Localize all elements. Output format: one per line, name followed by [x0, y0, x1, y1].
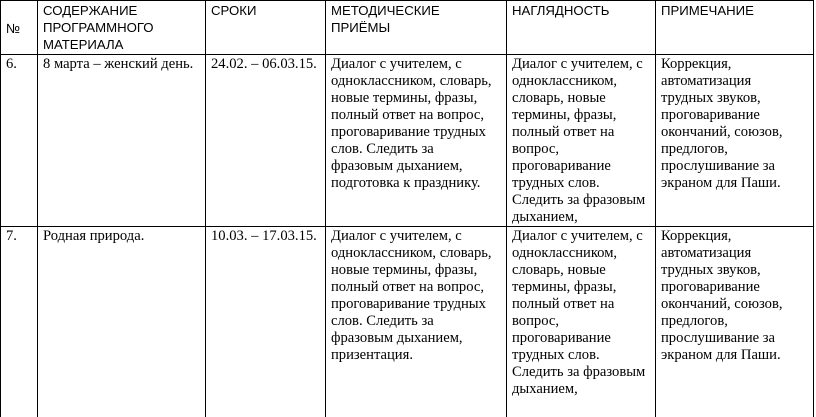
row-methods: Диалог с учителем, с одноклассником, словарь, новые термины, фразы, полный ответ на вопрос, проговаривание трудных слов. Следить за фразовым дыханием, подготовка к празднику. [326, 55, 507, 227]
row-visual-aids: Диалог с учителем, с одноклассником, словарь, новые термины, фразы, полный ответ на вопрос, проговаривание трудных слов. Следить за фразовым дыханием, [507, 55, 656, 227]
row-methods: Диалог с учителем, с одноклассником, словарь, новые термины, фразы, полный ответ на вопрос, проговаривание трудных слов. Следить за фразовым дыханием, призентация. [326, 227, 507, 417]
header-program-content: СОДЕРЖАНИЕ ПРОГРАММНОГО МАТЕРИАЛА [38, 1, 206, 55]
row-content: Родная природа. [38, 227, 206, 417]
row-content: 8 марта – женский день. [38, 55, 206, 227]
row-number: 7. [1, 227, 38, 417]
row-dates: 10.03. – 17.03.15. [206, 227, 326, 417]
table-row [1, 227, 814, 417]
header-methods: МЕТОДИЧЕСКИЕ ПРИЁМЫ [326, 1, 507, 55]
row-number: 6. [1, 55, 38, 227]
header-visual-aids: НАГЛЯДНОСТЬ [507, 1, 656, 55]
row-notes: Коррекция, автоматизация трудных звуков, проговаривание окончаний, союзов, предлогов, прослушивание за экраном для Паши. [656, 227, 814, 417]
table-row [1, 55, 814, 227]
row-visual-aids: Диалог с учителем, с одноклассником, словарь, новые термины, фразы, полный ответ на вопрос, проговаривание трудных слов. Следить за фразовым дыханием, [507, 227, 656, 417]
header-notes: ПРИМЕЧАНИЕ [656, 1, 814, 55]
row-notes: Коррекция, автоматизация трудных звуков, проговаривание окончаний, союзов, предлогов, прослушивание за экраном для Паши. [656, 55, 814, 227]
header-number: № [1, 1, 38, 55]
table-header-row [1, 1, 814, 55]
header-dates: СРОКИ [206, 1, 326, 55]
row-dates: 24.02. – 06.03.15. [206, 55, 326, 227]
